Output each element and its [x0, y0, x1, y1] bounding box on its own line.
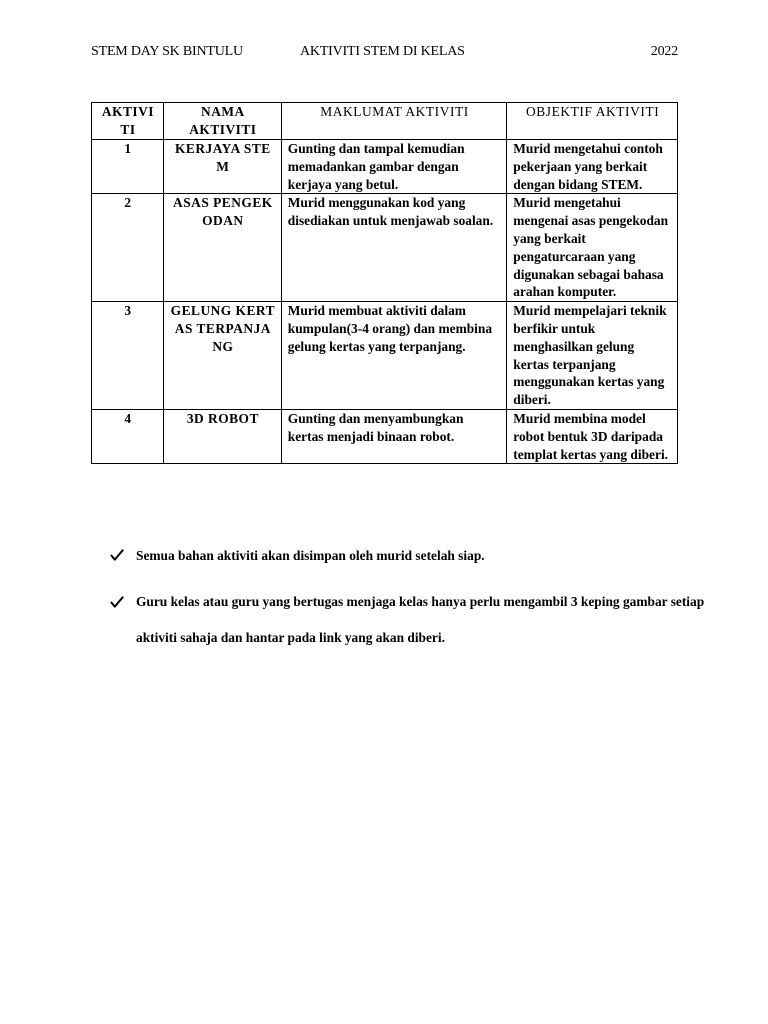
page-header: [91, 44, 678, 64]
activity-name: KERJAYA STEM: [163, 140, 281, 194]
column-header-nama: NAMA AKTIVITI: [163, 103, 281, 140]
list-item: [110, 584, 710, 656]
activity-objective: Murid membina model robot bentuk 3D daripada templat kertas yang diberi.: [507, 409, 678, 463]
column-header-maklumat: MAKLUMAT AKTIVITI: [281, 103, 507, 140]
activity-number: 4: [92, 409, 164, 463]
check-icon: [110, 595, 124, 609]
header-school-name: STEM DAY SK BINTULU: [91, 44, 243, 59]
activity-description: Murid membuat aktiviti dalam kumpulan(3-4 orang) dan membina gelung kertas yang terpanjang.: [281, 302, 507, 410]
check-icon: [110, 548, 124, 562]
activity-number: 1: [92, 140, 164, 194]
activity-number: 2: [92, 194, 164, 302]
activity-objective: Murid mengetahui contoh pekerjaan yang berkait dengan bidang STEM.: [507, 140, 678, 194]
table-row: [92, 140, 678, 194]
table-row: [92, 302, 678, 410]
activity-objective: Murid mengetahui mengenai asas pengekodan yang berkait pengaturcaraan yang digunakan sebagai bahasa arahan komputer.: [507, 194, 678, 302]
table-row: [92, 409, 678, 463]
activities-table: [91, 102, 678, 464]
column-header-objektif: OBJEKTIF AKTIVITI: [507, 103, 678, 140]
note-text: Guru kelas atau guru yang bertugas menjaga kelas hanya perlu mengambil 3 keping gambar setiap aktiviti sahaja dan hantar pada link yang akan diberi.: [136, 594, 705, 645]
activity-description: Gunting dan menyambungkan kertas menjadi binaan robot.: [281, 409, 507, 463]
activity-name: 3D ROBOT: [163, 409, 281, 463]
activity-description: Murid menggunakan kod yang disediakan untuk menjawab soalan.: [281, 194, 507, 302]
header-document-title: AKTIVITI STEM DI KELAS: [300, 44, 465, 59]
column-header-aktiviti: AKTIVI TI: [92, 103, 164, 140]
activity-description: Gunting dan tampal kemudian memadankan gambar dengan kerjaya yang betul.: [281, 140, 507, 194]
activity-name: ASAS PENGEKODAN: [163, 194, 281, 302]
table-header-row: [92, 103, 678, 140]
note-text: Semua bahan aktiviti akan disimpan oleh murid setelah siap.: [136, 548, 485, 563]
activity-objective: Murid mempelajari teknik berfikir untuk menghasilkan gelung kertas terpanjang menggunakan kertas yang diberi.: [507, 302, 678, 410]
notes-list: [110, 548, 710, 656]
table-row: [92, 194, 678, 302]
activity-name: GELUNG KERTAS TERPANJANG: [163, 302, 281, 410]
activity-number: 3: [92, 302, 164, 410]
header-year: 2022: [650, 44, 678, 59]
list-item: [110, 548, 710, 584]
